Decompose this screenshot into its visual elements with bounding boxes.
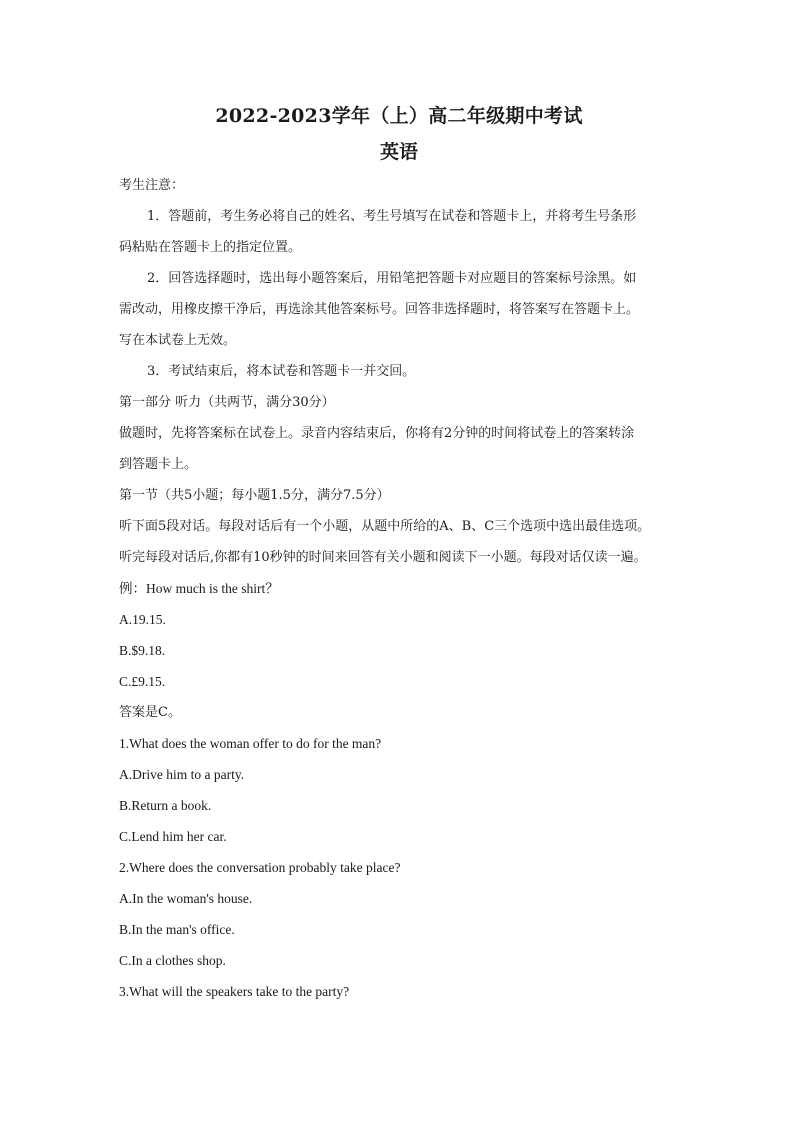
question-1-prompt: 1.What does the woman offer to do for the man? [119,736,382,751]
question-2-prompt: 2.Where does the conversation probably take place? [119,860,401,875]
example-option-b: B.$9.18. [119,643,166,658]
question-1-option-b: B.Return a book. [119,798,212,813]
notice-item-2-line-2: 需改动，用橡皮擦干净后，再选涂其他答案标号。回答非选择题时，将答案写在答题卡上。 [119,302,640,317]
part1-instruction-line-2: 到答题卡上。 [119,457,198,472]
exam-subject: 英语 [379,141,418,163]
example-option-c: C.£9.15. [119,674,166,689]
section1-instruction-line-1: 听下面5段对话。每段对话后有一个小题，从题中所给的A、B、C三个选项中选出最佳选项。 [119,519,651,534]
example-option-a: A.19.15. [119,612,166,627]
exam-title: 2022-2023学年（上）高二年级期中考试 [215,105,583,127]
notice-item-3: 3．考试结束后，将本试卷和答题卡一并交回。 [147,364,416,379]
part1-heading: 第一部分 听力（共两节，满分30分） [119,395,335,410]
notice-item-1-line-1: 1．答题前，考生务必将自己的姓名、考生号填写在试卷和答题卡上，并将考生号条形 [147,209,637,224]
exam-page [119,100,679,1007]
exam-body [119,170,679,1007]
question-2-option-b: B.In the man's office. [119,922,235,937]
example-question: 例：How much is the shirt？ [119,581,279,596]
notice-item-2-line-1: 2．回答选择题时，选出每小题答案后，用铅笔把答题卡对应题目的答案标号涂黑。如 [147,271,637,286]
question-1-option-a: A.Drive him to a party. [119,767,245,782]
notice-item-2-line-3: 写在本试卷上无效。 [119,333,237,348]
notice-heading: 考生注意： [119,178,185,193]
example-answer: 答案是C。 [119,705,181,720]
question-2-option-c: C.In a clothes shop. [119,953,226,968]
section1-instruction-line-2: 听完每段对话后,你都有10秒钟的时间来回答有关小题和阅读下一小题。每段对话仅读一遍。 [119,550,647,565]
question-1-option-c: C.Lend him her car. [119,829,227,844]
part1-instruction-line-1: 做题时，先将答案标在试卷上。录音内容结束后，你将有2分钟的时间将试卷上的答案转涂 [119,426,635,441]
question-2-option-a: A.In the woman's house. [119,891,253,906]
notice-item-1-line-2: 码粘贴在答题卡上的指定位置。 [119,240,302,255]
section1-heading: 第一节（共5小题；每小题1.5分，满分7.5分） [119,488,390,503]
question-3-prompt: 3.What will the speakers take to the party? [119,984,350,999]
